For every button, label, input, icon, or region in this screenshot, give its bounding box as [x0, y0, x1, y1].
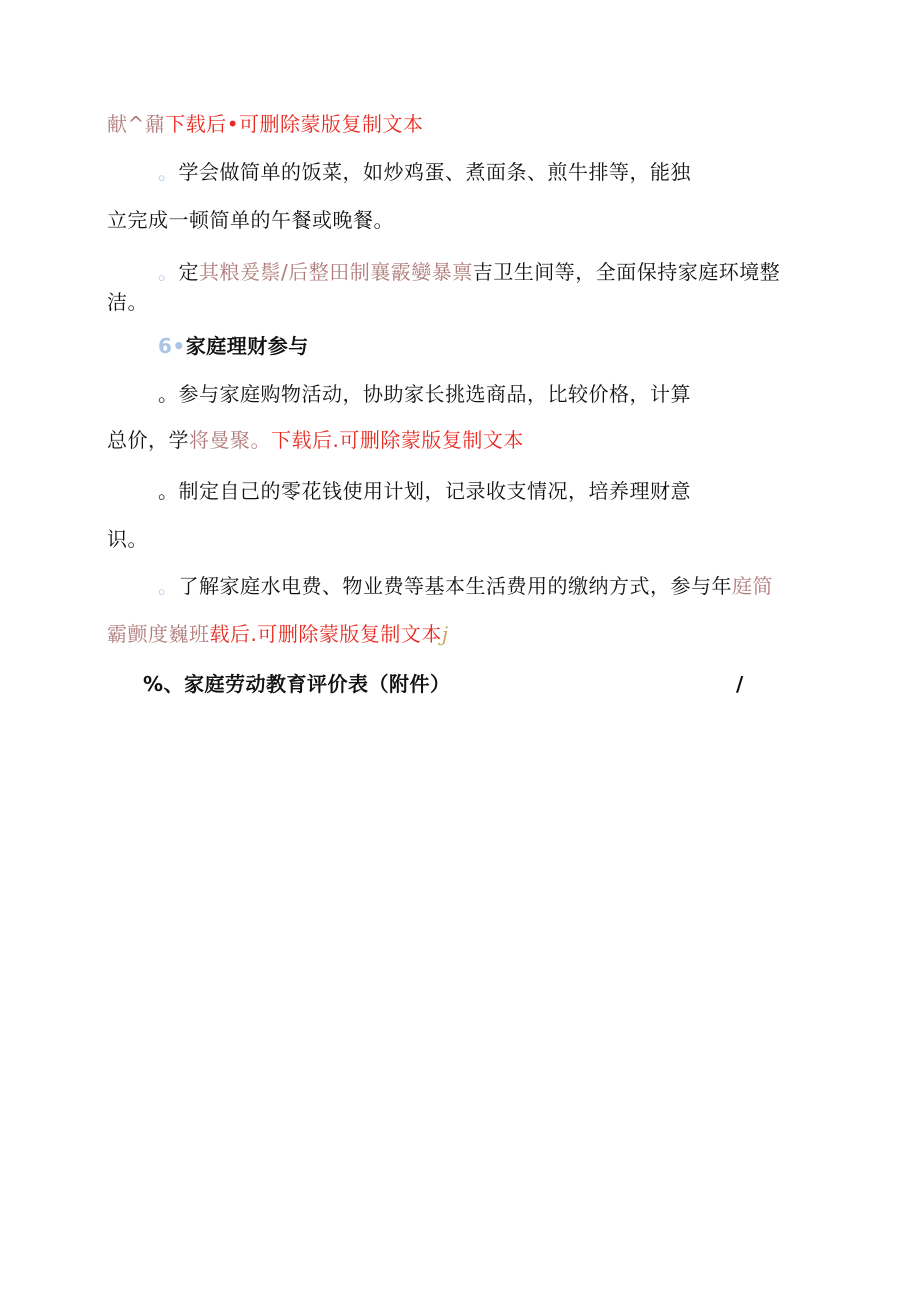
cooking-text: 学会做简单的饭菜，如炒鸡蛋、煮面条、煎牛排等，能独 [178, 160, 691, 184]
bills-item-line1 [158, 572, 773, 600]
watermark-line-top [107, 110, 424, 138]
cleaning-text-cont: 洁。 [107, 290, 148, 314]
cleaning-item-line1 [158, 258, 780, 286]
pocket-money-text-cont: 识。 [107, 527, 148, 551]
bullet-icon: 。 [158, 574, 179, 598]
cooking-item-line2 [107, 206, 394, 234]
cleaning-text: 吉卫生间等，全面保持家庭环境整 [472, 260, 781, 284]
bullet-icon: 。 [158, 260, 179, 284]
watermark-dim-text: 将曼聚。 [189, 428, 271, 452]
bullet-icon: 。 [158, 382, 179, 406]
watermark-garbled-text: 其粮爰鬃/后整田制襄霰孌暴禀 [199, 260, 473, 284]
watermark-dim-text: 献^鼐 [107, 112, 166, 136]
bills-item-line2 [107, 620, 449, 648]
appendix-slash [736, 670, 744, 698]
watermark-red-text: 下载后•可删除蒙版复制文本 [165, 112, 424, 136]
watermark-dim-text: 庭简 [732, 574, 773, 598]
pocket-money-item-line1 [158, 477, 691, 505]
watermark-red-text: 载后.可删除蒙版复制文本 [209, 622, 442, 646]
cleaning-item-line2 [107, 288, 148, 316]
slash-mark: / [736, 672, 744, 696]
watermark-mark: j [441, 622, 449, 646]
shopping-text: 参与家庭购物活动，协助家长挑选商品，比较价格，计算 [178, 382, 691, 406]
shopping-text-cont: 总价，学 [107, 428, 189, 452]
watermark-dim-text: 霸颤度巍班 [107, 622, 210, 646]
bills-text: 了解家庭水电费、物业费等基本生活费用的缴纳方式，参与年 [178, 574, 732, 598]
cleaning-prefix: 定 [178, 260, 199, 284]
cooking-text-cont: 立完成一顿简单的午餐或晚餐。 [107, 208, 394, 232]
bullet-icon: 。 [158, 160, 179, 184]
cooking-item-line1 [158, 158, 691, 186]
section-heading [158, 332, 309, 360]
pocket-money-text: 制定自己的零花钱使用计划，记录收支情况，培养理财意 [178, 479, 691, 503]
pocket-money-item-line2 [107, 525, 148, 553]
appendix-title: %、家庭劳动教育评价表（附件） [143, 672, 451, 696]
section-number: 6• [158, 334, 186, 358]
appendix-heading [143, 670, 451, 698]
shopping-item-line1 [158, 380, 691, 408]
watermark-red-text: 下载后.可删除蒙版复制文本 [271, 428, 524, 452]
section-title: 家庭理财参与 [185, 334, 309, 358]
bullet-icon: 。 [158, 479, 179, 503]
shopping-item-line2 [107, 426, 524, 454]
